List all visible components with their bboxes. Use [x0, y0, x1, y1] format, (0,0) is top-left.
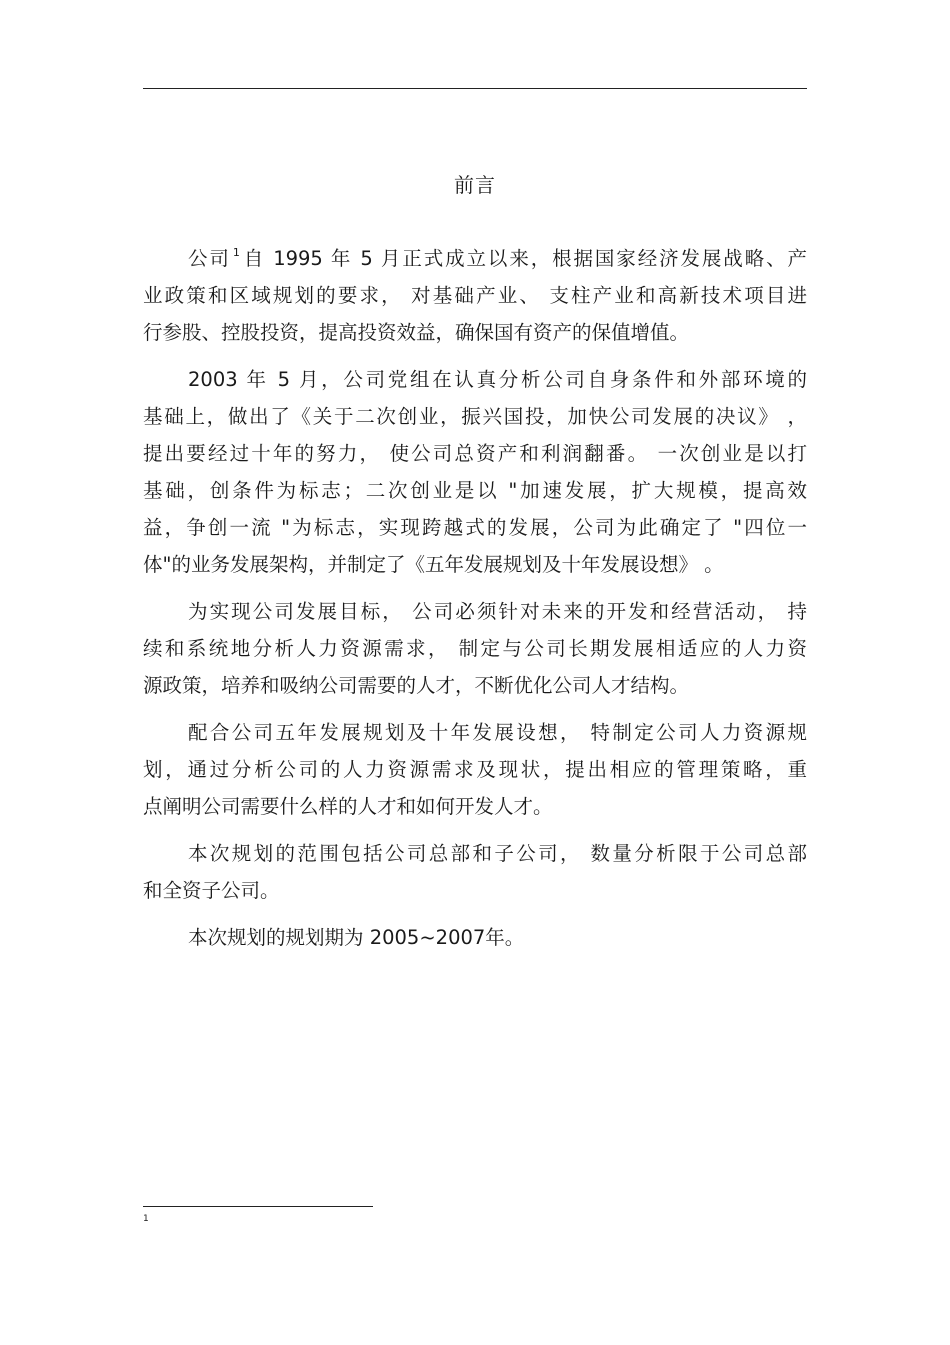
footnote-rule	[143, 1206, 373, 1207]
paragraph-line: 点阐明公司需要什么样的人才和如何开发人才。	[143, 795, 553, 818]
paragraph-line: 本次规划的范围包括公司总部和子公司， 数量分析限于公司总部	[188, 842, 807, 865]
paragraph-5	[143, 835, 807, 909]
paragraph-line: 配合公司五年发展规划及十年发展设想， 特制定公司人力资源规	[188, 721, 807, 744]
footnote-number: 1	[143, 1214, 149, 1224]
paragraph-line: 业政策和区域规划的要求， 对基础产业、 支柱产业和高新技术项目进	[143, 284, 807, 307]
paragraph-line: 提出要经过十年的努力， 使公司总资产和利润翻番。 一次创业是以打	[143, 442, 807, 465]
paragraph-line: 体"的业务发展架构，并制定了《五年发展规划及十年发展设想》 。	[143, 553, 724, 576]
paragraph-line: 续和系统地分析人力资源需求， 制定与公司长期发展相适应的人力资	[143, 637, 807, 660]
text-segment: 公司	[188, 247, 231, 270]
paragraph-line: 为实现公司发展目标， 公司必须针对未来的开发和经营活动， 持	[188, 600, 807, 623]
paragraph-3	[143, 593, 807, 704]
paragraph-6	[143, 919, 807, 956]
paragraph-line	[143, 240, 807, 277]
paragraph-line: 基础，创条件为标志；二次创业是以 "加速发展，扩大规模，提高效	[143, 479, 807, 502]
footnote-reference[interactable]: 1	[232, 246, 240, 259]
paragraph-line: 基础上，做出了《关于二次创业，振兴国投，加快公司发展的决议》 ，	[143, 405, 807, 428]
paragraph-line: 本次规划的规划期为 2005~2007年。	[188, 926, 525, 949]
paragraph-4	[143, 714, 807, 825]
paragraph-line: 源政策，培养和吸纳公司需要的人才，不断优化公司人才结构。	[143, 674, 690, 697]
document-body	[143, 240, 807, 966]
text-segment: 自 1995 年 5 月正式成立以来，根据国家经济发展战略、产	[241, 247, 807, 270]
paragraph-line: 益，争创一流 "为标志，实现跨越式的发展，公司为此确定了 "四位一	[143, 516, 807, 539]
page-title: 前言	[454, 173, 496, 197]
paragraph-line: 划，通过分析公司的人力资源需求及现状，提出相应的管理策略，重	[143, 758, 807, 781]
paragraph-2	[143, 361, 807, 583]
paragraph-line: 和全资子公司。	[143, 879, 280, 902]
paragraph-1	[143, 240, 807, 351]
header-rule	[143, 88, 807, 89]
paragraph-line: 行参股、控股投资，提高投资效益，确保国有资产的保值增值。	[143, 321, 690, 344]
paragraph-line: 2003 年 5 月，公司党组在认真分析公司自身条件和外部环境的	[188, 368, 807, 391]
